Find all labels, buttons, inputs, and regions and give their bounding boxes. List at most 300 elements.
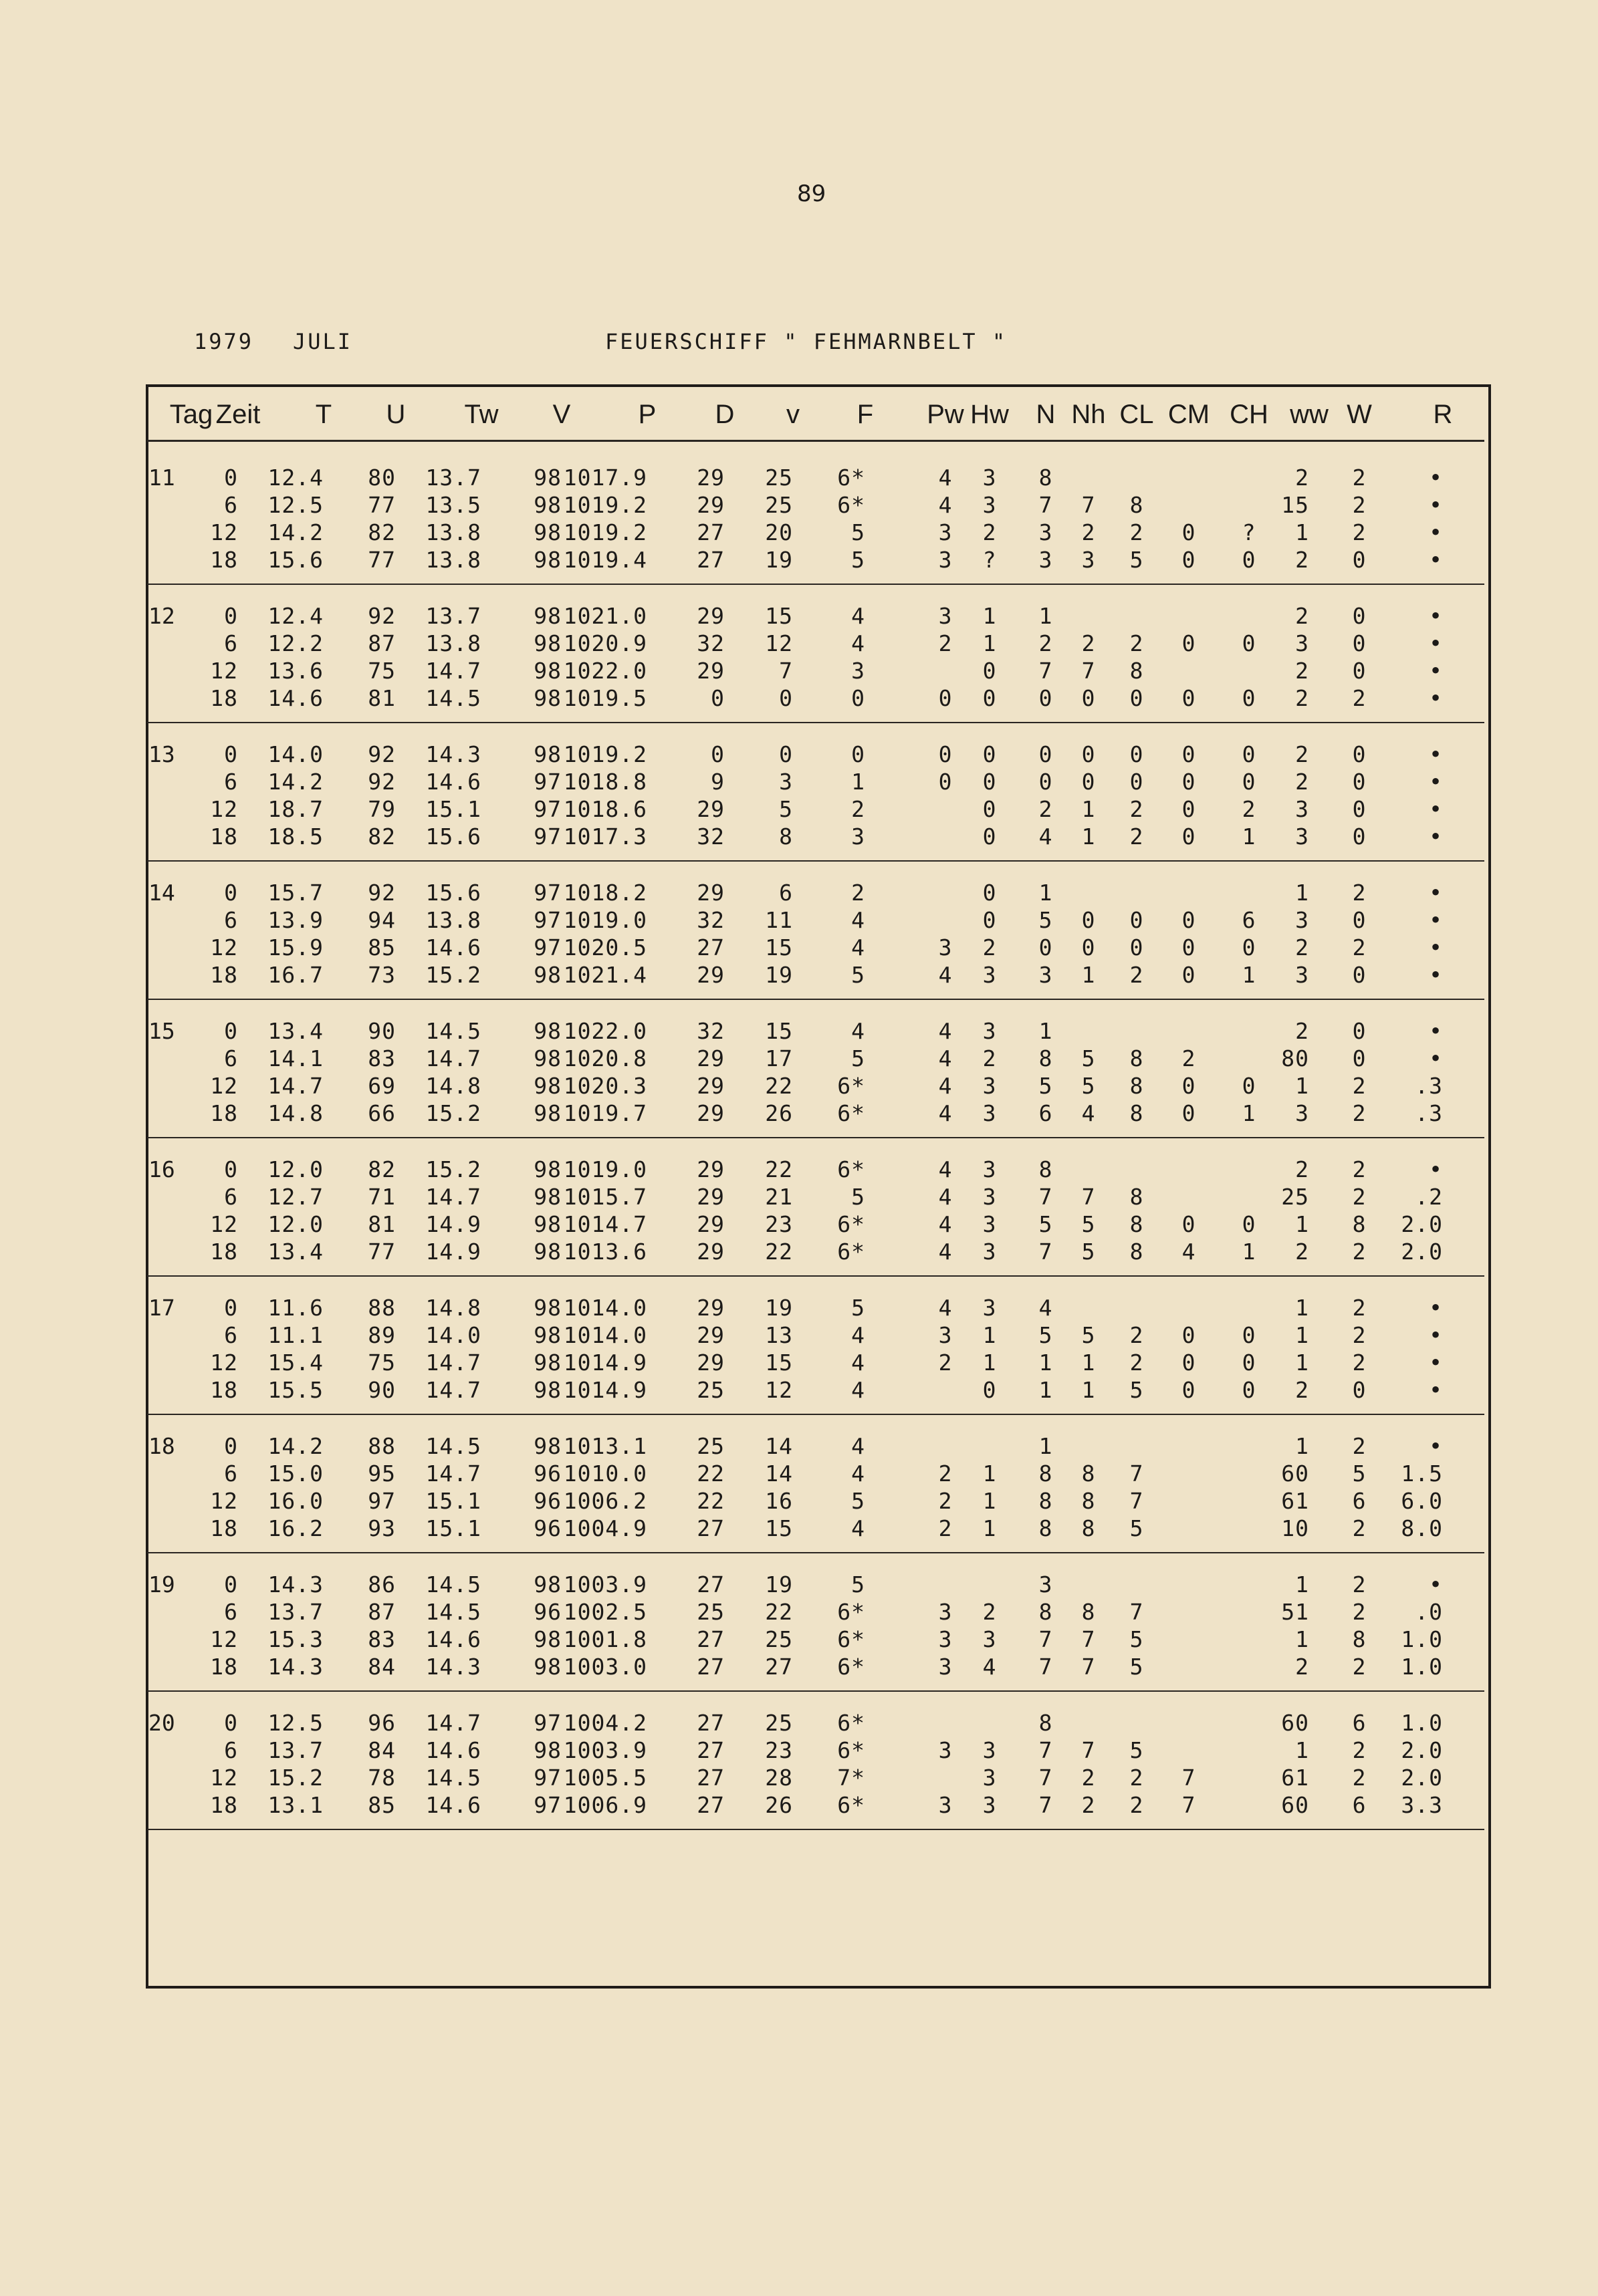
table-cell: 97 <box>534 907 562 933</box>
table-cell: 0 <box>1352 630 1367 656</box>
table-cell: 16 <box>765 1488 793 1514</box>
table-cell: 25 <box>765 465 793 491</box>
table-cell: 1017.9 <box>563 465 647 491</box>
table-cell: 15 <box>765 934 793 961</box>
table-cell: 0 <box>1038 934 1053 961</box>
table-cell: 8 <box>1038 1156 1053 1182</box>
table-cell: 2 <box>938 630 953 656</box>
table-cell: 88 <box>368 1295 396 1321</box>
table-cell: 2 <box>1295 1018 1309 1044</box>
table-cell: 0 <box>982 880 997 906</box>
table-cell: 18.7 <box>267 796 324 822</box>
column-header-n: N <box>1036 400 1056 429</box>
table-cell: 0 <box>851 741 865 767</box>
table-cell: • <box>1429 880 1443 906</box>
table-cell: 14.8 <box>425 1073 481 1099</box>
table-cell: 2 <box>1129 796 1144 822</box>
table-cell: • <box>1429 685 1443 711</box>
table-cell: 6* <box>837 465 865 491</box>
table-cell: 12.5 <box>267 1710 324 1736</box>
table-cell: 0 <box>1352 1018 1367 1044</box>
table-cell: • <box>1429 519 1443 545</box>
table-cell: 22 <box>765 1073 793 1099</box>
table-cell: 4 <box>938 465 953 491</box>
table-cell: 92 <box>368 741 396 767</box>
table-cell: • <box>1429 1377 1443 1403</box>
table-cell: 1 <box>982 1460 997 1487</box>
table-cell: 0 <box>982 823 997 850</box>
table-cell: • <box>1429 630 1443 656</box>
table-cell: 25 <box>765 1626 793 1652</box>
table-cell: 77 <box>368 1239 396 1265</box>
table-cell: 14.7 <box>425 1710 481 1736</box>
table-cell: 14.7 <box>425 1350 481 1376</box>
table-cell: 1 <box>1295 1322 1309 1348</box>
table-cell: 3 <box>938 1626 953 1652</box>
header-month: JULI <box>293 329 353 354</box>
column-header-w: W <box>1347 400 1372 429</box>
table-cell: 4 <box>938 492 953 518</box>
column-header-tw: Tw <box>464 400 499 429</box>
table-cell: 6 <box>779 880 793 906</box>
table-cell: 26 <box>765 1100 793 1126</box>
table-cell: 98 <box>534 1073 562 1099</box>
table-cell: 12.5 <box>267 492 324 518</box>
table-cell: 8 <box>1129 492 1144 518</box>
table-cell: 1 <box>1242 1100 1256 1126</box>
table-cell: 29 <box>697 492 725 518</box>
table-cell: 18 <box>210 1377 238 1403</box>
table-cell: 1019.0 <box>563 1156 647 1182</box>
column-header-cm: CM <box>1167 400 1210 429</box>
table-cell: 95 <box>368 1460 396 1487</box>
day-label: 19 <box>148 1571 175 1598</box>
table-cell: 11.6 <box>267 1295 324 1321</box>
table-cell: 1013.6 <box>563 1239 647 1265</box>
table-cell: 98 <box>534 658 562 684</box>
table-cell: 12.0 <box>267 1211 324 1237</box>
table-cell: 7 <box>1081 1626 1096 1652</box>
table-cell: 8 <box>1129 1239 1144 1265</box>
table-cell: 75 <box>368 1350 396 1376</box>
table-cell: 12 <box>210 519 238 545</box>
table-cell: 97 <box>534 1765 562 1791</box>
table-cell: • <box>1429 1571 1443 1598</box>
table-cell: 2 <box>851 796 865 822</box>
table-cell: 1015.7 <box>563 1184 647 1210</box>
table-cell: 2 <box>1129 1792 1144 1818</box>
table-cell: 14.7 <box>425 1045 481 1071</box>
table-cell: 96 <box>534 1460 562 1487</box>
table-cell: 98 <box>534 519 562 545</box>
table-cell: 0 <box>224 1710 238 1736</box>
day-divider <box>147 860 1484 862</box>
table-cell: 0 <box>1352 741 1367 767</box>
table-cell: 7 <box>1129 1460 1144 1487</box>
table-cell: 1021.4 <box>563 962 647 988</box>
table-cell: 0 <box>1242 1211 1256 1237</box>
table-cell: 4 <box>851 603 865 629</box>
table-cell: 15.1 <box>425 796 481 822</box>
table-cell: 14.3 <box>267 1654 324 1680</box>
table-cell: 1 <box>982 630 997 656</box>
table-cell: 0 <box>1181 1377 1196 1403</box>
table-cell: 0 <box>1129 934 1144 961</box>
table-cell: 89 <box>368 1322 396 1348</box>
table-cell: 12.4 <box>267 465 324 491</box>
table-cell: 14.1 <box>267 1045 324 1071</box>
table-cell: 3 <box>938 1599 953 1625</box>
table-cell: 0 <box>711 741 725 767</box>
table-cell: 27 <box>765 1654 793 1680</box>
table-cell: 14 <box>765 1433 793 1459</box>
table-cell: 2.0 <box>1401 1239 1443 1265</box>
table-cell: 21 <box>765 1184 793 1210</box>
table-cell: 0 <box>224 1295 238 1321</box>
table-cell: 1 <box>1295 519 1309 545</box>
table-cell: ? <box>1242 519 1256 545</box>
table-cell: 4 <box>1038 823 1053 850</box>
table-cell: 8 <box>1352 1626 1367 1652</box>
column-header-r: R <box>1433 400 1453 429</box>
table-cell: 14.5 <box>425 1018 481 1044</box>
table-cell: 1.0 <box>1401 1710 1443 1736</box>
table-cell: 4 <box>938 1073 953 1099</box>
table-cell: 8 <box>1038 1460 1053 1487</box>
table-cell: 97 <box>534 880 562 906</box>
table-cell: 66 <box>368 1100 396 1126</box>
table-cell: 7 <box>1081 1184 1096 1210</box>
table-cell: 2 <box>1295 934 1309 961</box>
table-cell: 5 <box>851 1045 865 1071</box>
table-cell: 98 <box>534 1737 562 1763</box>
table-cell: 1003.9 <box>563 1571 647 1598</box>
table-cell: 3 <box>982 465 997 491</box>
table-cell: 0 <box>224 1433 238 1459</box>
table-cell: 98 <box>534 1156 562 1182</box>
table-cell: 7 <box>1181 1765 1196 1791</box>
table-cell: 0 <box>1242 934 1256 961</box>
table-cell: 5 <box>1129 1626 1144 1652</box>
table-cell: 82 <box>368 519 396 545</box>
table-cell: 98 <box>534 1433 562 1459</box>
table-cell: 1020.9 <box>563 630 647 656</box>
table-cell: 14.5 <box>425 1765 481 1791</box>
table-cell: 1014.0 <box>563 1295 647 1321</box>
column-header-cl: CL <box>1119 400 1154 429</box>
table-cell: 3 <box>982 1184 997 1210</box>
table-cell: 12 <box>210 1350 238 1376</box>
table-cell: 2 <box>1129 1350 1144 1376</box>
table-cell: 4 <box>938 1211 953 1237</box>
table-cell: 29 <box>697 962 725 988</box>
table-cell: 82 <box>368 823 396 850</box>
table-cell: 1 <box>1295 1571 1309 1598</box>
table-cell: 18 <box>210 685 238 711</box>
table-cell: 1 <box>1295 1295 1309 1321</box>
table-cell: 0 <box>1081 685 1096 711</box>
table-cell: 2 <box>1352 1156 1367 1182</box>
table-cell: 0 <box>1181 1073 1196 1099</box>
table-cell: 2 <box>1352 685 1367 711</box>
table-cell: 60 <box>1281 1792 1309 1818</box>
column-header-t: T <box>315 400 332 429</box>
table-cell: 4 <box>1181 1239 1196 1265</box>
table-cell: 97 <box>534 1710 562 1736</box>
column-header-zeit: Zeit <box>215 400 261 429</box>
table-cell: 15.9 <box>267 934 324 961</box>
table-cell: 14.6 <box>425 769 481 795</box>
table-cell: 25 <box>697 1599 725 1625</box>
table-cell: • <box>1429 1295 1443 1321</box>
day-label: 12 <box>148 603 175 629</box>
table-cell: 32 <box>697 907 725 933</box>
table-cell: • <box>1429 492 1443 518</box>
table-cell: 1022.0 <box>563 1018 647 1044</box>
table-cell: 5 <box>1081 1322 1096 1348</box>
table-cell: • <box>1429 1156 1443 1182</box>
table-cell: 14.6 <box>425 1792 481 1818</box>
table-cell: 5 <box>1352 1460 1367 1487</box>
table-cell: 32 <box>697 630 725 656</box>
table-cell: 0 <box>1038 769 1053 795</box>
table-cell: 1 <box>1295 1211 1309 1237</box>
table-cell: 1 <box>851 769 865 795</box>
table-cell: 1019.5 <box>563 685 647 711</box>
table-cell: 2 <box>1352 1350 1367 1376</box>
table-cell: 0 <box>1181 630 1196 656</box>
table-cell: 4 <box>851 907 865 933</box>
table-cell: 1 <box>982 1515 997 1541</box>
table-cell: 1002.5 <box>563 1599 647 1625</box>
table-cell: 13.5 <box>425 492 481 518</box>
table-cell: 4 <box>851 1460 865 1487</box>
table-cell: 1 <box>1081 796 1096 822</box>
table-cell: • <box>1429 1433 1443 1459</box>
table-cell: 80 <box>368 465 396 491</box>
table-cell: 12 <box>210 1765 238 1791</box>
table-cell: 3 <box>982 1737 997 1763</box>
table-cell: 22 <box>697 1488 725 1514</box>
table-cell: 3 <box>1295 796 1309 822</box>
table-cell: 5 <box>851 519 865 545</box>
table-cell: 0 <box>224 1156 238 1182</box>
table-cell: 0 <box>1242 741 1256 767</box>
table-cell: 97 <box>368 1488 396 1514</box>
day-divider <box>147 1690 1484 1692</box>
table-cell: 1004.9 <box>563 1515 647 1541</box>
table-cell: 18 <box>210 1654 238 1680</box>
table-cell: 7 <box>1129 1488 1144 1514</box>
table-cell: 0 <box>1181 1322 1196 1348</box>
table-cell: 2 <box>1295 1239 1309 1265</box>
table-cell: 2 <box>982 934 997 961</box>
table-cell: .3 <box>1415 1073 1443 1099</box>
table-cell: 2 <box>1352 934 1367 961</box>
table-cell: 98 <box>534 1377 562 1403</box>
table-cell: 4 <box>1038 1295 1053 1321</box>
table-cell: 13.7 <box>425 603 481 629</box>
table-cell: 12 <box>210 796 238 822</box>
table-cell: 2.0 <box>1401 1765 1443 1791</box>
table-cell: 14.5 <box>425 685 481 711</box>
table-cell: 7 <box>1038 1239 1053 1265</box>
table-cell: 0 <box>1129 741 1144 767</box>
table-cell: 16.0 <box>267 1488 324 1514</box>
table-cell: 2 <box>1295 1156 1309 1182</box>
day-label: 15 <box>148 1018 175 1044</box>
table-cell: • <box>1429 547 1443 573</box>
table-cell: 15 <box>765 1350 793 1376</box>
table-cell: • <box>1429 1350 1443 1376</box>
table-cell: 27 <box>697 1737 725 1763</box>
table-cell: 1001.8 <box>563 1626 647 1652</box>
table-cell: 85 <box>368 1792 396 1818</box>
table-cell: 1 <box>1081 823 1096 850</box>
table-cell: 0 <box>1081 934 1096 961</box>
table-cell: 19 <box>765 962 793 988</box>
table-cell: 3 <box>1295 907 1309 933</box>
table-cell: 4 <box>938 1239 953 1265</box>
table-cell: 11.1 <box>267 1322 324 1348</box>
table-cell: 0 <box>779 685 793 711</box>
table-cell: • <box>1429 603 1443 629</box>
table-cell: 6* <box>837 1239 865 1265</box>
table-cell: 3 <box>1295 962 1309 988</box>
table-cell: 6* <box>837 1100 865 1126</box>
table-cell: 5 <box>1129 1515 1144 1541</box>
table-cell: 13.9 <box>267 907 324 933</box>
table-cell: 0 <box>224 1018 238 1044</box>
table-cell: 6 <box>224 1460 238 1487</box>
table-cell: 6 <box>224 492 238 518</box>
table-cell: 2 <box>1129 630 1144 656</box>
table-cell: 29 <box>697 1073 725 1099</box>
table-cell: 14 <box>765 1460 793 1487</box>
table-cell: 0 <box>1081 907 1096 933</box>
table-cell: 2 <box>982 1599 997 1625</box>
page-number: 89 <box>797 180 826 207</box>
table-cell: 6* <box>837 1710 865 1736</box>
table-cell: 0 <box>1352 796 1367 822</box>
table-cell: 6 <box>224 1599 238 1625</box>
table-cell: 1014.9 <box>563 1350 647 1376</box>
table-cell: 16.2 <box>267 1515 324 1541</box>
header-title: FEUERSCHIFF " FEHMARNBELT " <box>605 329 1008 354</box>
table-cell: 27 <box>697 934 725 961</box>
table-cell: 98 <box>534 630 562 656</box>
table-cell: 0 <box>224 880 238 906</box>
table-cell: 25 <box>765 1710 793 1736</box>
table-cell: 8 <box>1038 465 1053 491</box>
table-cell: 0 <box>982 685 997 711</box>
table-cell: 2 <box>938 1350 953 1376</box>
table-cell: 29 <box>697 1239 725 1265</box>
table-cell: 2 <box>1352 465 1367 491</box>
table-cell: 5 <box>851 962 865 988</box>
table-cell: 90 <box>368 1377 396 1403</box>
table-cell: 29 <box>697 796 725 822</box>
table-cell: 0 <box>1352 1045 1367 1071</box>
table-cell: 14.5 <box>425 1599 481 1625</box>
table-cell: 98 <box>534 1322 562 1348</box>
table-cell: 2.0 <box>1401 1737 1443 1763</box>
table-cell: 20 <box>765 519 793 545</box>
table-cell: 14.3 <box>425 1654 481 1680</box>
table-cell: 2 <box>1295 465 1309 491</box>
table-cell: 0 <box>1181 962 1196 988</box>
table-cell: 1.0 <box>1401 1654 1443 1680</box>
table-cell: 1005.5 <box>563 1765 647 1791</box>
table-cell: 4 <box>982 1654 997 1680</box>
table-cell: 27 <box>697 1571 725 1598</box>
table-cell: 4 <box>938 1018 953 1044</box>
table-cell: • <box>1429 658 1443 684</box>
table-cell: 15.2 <box>425 1156 481 1182</box>
table-cell: 0 <box>1081 741 1096 767</box>
table-cell: 1.5 <box>1401 1460 1443 1487</box>
table-cell: 3.3 <box>1401 1792 1443 1818</box>
table-cell: 98 <box>534 685 562 711</box>
table-cell: 97 <box>534 769 562 795</box>
table-cell: 6 <box>224 630 238 656</box>
table-cell: 4 <box>851 1322 865 1348</box>
table-cell: 2 <box>1352 1239 1367 1265</box>
table-cell: 96 <box>534 1488 562 1514</box>
table-cell: 0 <box>851 685 865 711</box>
table-cell: 6 <box>1352 1710 1367 1736</box>
table-cell: 3 <box>938 547 953 573</box>
table-cell: 0 <box>1129 769 1144 795</box>
table-cell: 13.7 <box>267 1599 324 1625</box>
table-cell: 14.7 <box>425 1377 481 1403</box>
table-cell: 0 <box>1352 658 1367 684</box>
table-cell: 4 <box>851 1377 865 1403</box>
table-cell: 92 <box>368 603 396 629</box>
table-cell: 1019.7 <box>563 1100 647 1126</box>
table-cell: 14.6 <box>425 934 481 961</box>
table-cell: 12 <box>765 1377 793 1403</box>
table-cell: 32 <box>697 1018 725 1044</box>
table-cell: 60 <box>1281 1460 1309 1487</box>
table-cell: 1 <box>1038 1350 1053 1376</box>
table-cell: 2 <box>1352 1515 1367 1541</box>
table-cell: 1019.4 <box>563 547 647 573</box>
table-cell: 27 <box>697 1710 725 1736</box>
table-cell: 6* <box>837 492 865 518</box>
table-cell: 4 <box>938 1184 953 1210</box>
table-cell: 1014.0 <box>563 1322 647 1348</box>
table-cell: 8 <box>1129 658 1144 684</box>
table-cell: 2 <box>1352 1571 1367 1598</box>
table-cell: 2 <box>1295 1654 1309 1680</box>
table-cell: 13.7 <box>267 1737 324 1763</box>
table-cell: 8 <box>1038 1515 1053 1541</box>
table-cell: 86 <box>368 1571 396 1598</box>
table-cell: 7 <box>1038 1184 1053 1210</box>
column-header-ch: CH <box>1230 400 1268 429</box>
table-cell: 14.2 <box>267 1433 324 1459</box>
table-cell: 29 <box>697 1045 725 1071</box>
table-cell: 1021.0 <box>563 603 647 629</box>
table-cell: 1 <box>1038 1377 1053 1403</box>
table-cell: 3 <box>982 1073 997 1099</box>
table-cell: 14.5 <box>425 1571 481 1598</box>
table-cell: 8 <box>1129 1100 1144 1126</box>
table-cell: 0 <box>1181 1100 1196 1126</box>
table-cell: 3 <box>982 1211 997 1237</box>
table-cell: 22 <box>765 1239 793 1265</box>
